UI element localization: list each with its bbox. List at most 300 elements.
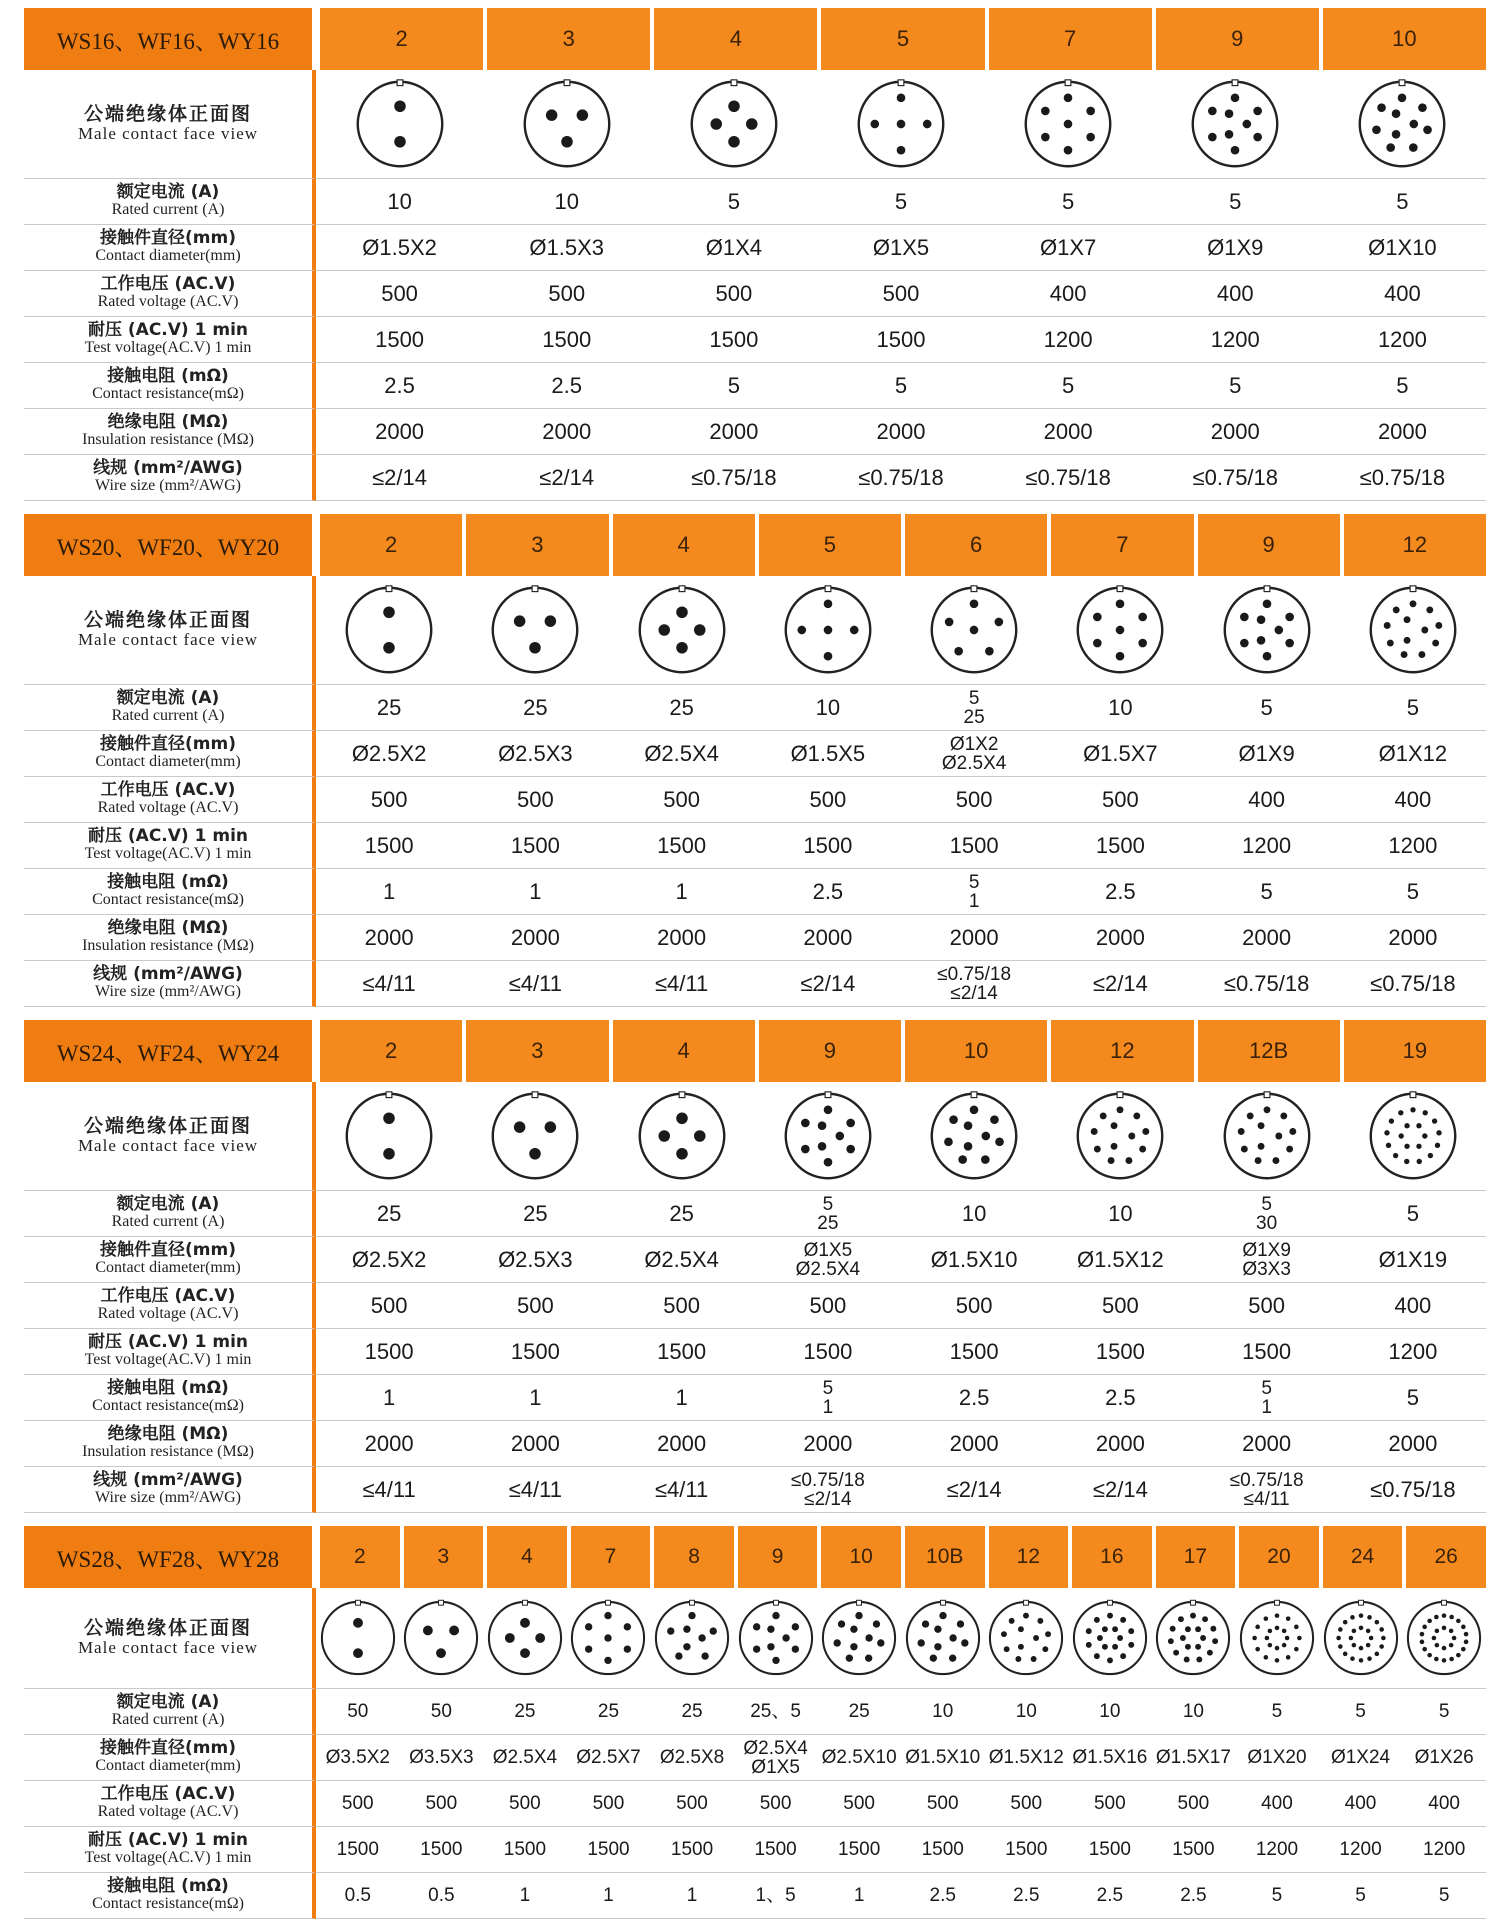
contact-pin xyxy=(1031,1656,1037,1662)
contact-pin xyxy=(1456,1619,1461,1624)
keyway-notch xyxy=(1065,80,1071,86)
contact-pin xyxy=(1254,133,1263,142)
spec-value: 2000 xyxy=(755,915,901,961)
keyway-notch xyxy=(386,586,392,592)
contact-pin xyxy=(1004,1646,1010,1652)
contact-pin xyxy=(1134,1112,1141,1119)
contact-pin xyxy=(546,109,558,121)
spec-row-test xyxy=(24,1827,1486,1873)
spec-value: ≤2/14 xyxy=(1047,961,1193,1007)
spec-value: 2.5 xyxy=(985,1873,1069,1919)
contact-pin xyxy=(1094,1653,1100,1659)
spec-value: 5 xyxy=(1319,1873,1403,1919)
spec-value: ≤0.75/18 xyxy=(1194,961,1340,1007)
spec-value: Ø2.5X3 xyxy=(462,731,608,777)
spec-value: 10 xyxy=(1047,685,1193,731)
spec-value: 5 xyxy=(1235,1689,1319,1735)
contact-pin xyxy=(753,1623,760,1630)
contact-pin xyxy=(1043,1646,1049,1652)
spec-row-diameter xyxy=(24,1237,1486,1283)
contact-face-svg xyxy=(853,76,949,172)
contact-pin xyxy=(728,136,740,148)
spec-value: 10 xyxy=(1152,1689,1236,1735)
spec-value: 2000 xyxy=(609,915,755,961)
spec-value: 5 xyxy=(650,363,817,409)
spec-value: 1、5 xyxy=(734,1873,818,1919)
spec-value: ≤0.75/18 ≤2/14 xyxy=(755,1467,901,1513)
contact-face-diagram xyxy=(1402,1588,1486,1689)
contact-pin xyxy=(1178,1616,1184,1622)
spec-value: 400 xyxy=(1152,271,1319,317)
contact-pin xyxy=(530,1148,542,1160)
insulator-outline xyxy=(405,1602,477,1674)
spec-row-test xyxy=(24,317,1486,363)
contact-pin xyxy=(353,1618,363,1628)
contact-pin xyxy=(1350,1615,1355,1620)
contact-pin xyxy=(1428,1619,1433,1624)
pin-count-header: 9 xyxy=(734,1526,818,1588)
contact-pin xyxy=(1018,1644,1024,1650)
contact-pin xyxy=(1379,1627,1384,1632)
insulator-outline xyxy=(1408,1602,1480,1674)
contact-pin xyxy=(1254,107,1263,116)
contact-pin xyxy=(605,1634,612,1641)
spec-value: 1500 xyxy=(316,1329,462,1375)
contact-pin xyxy=(383,1112,395,1124)
contact-pin xyxy=(1038,1618,1044,1624)
contact-face-svg xyxy=(341,582,437,678)
row-label-wire: 线规 (mm²/AWG) Wire size (mm²/AWG) xyxy=(24,1467,316,1513)
row-label-diameter: 接触件直径(mm) Contact diameter(mm) xyxy=(24,1735,316,1781)
contact-face-svg xyxy=(634,582,730,678)
spec-value: 1500 xyxy=(901,823,1047,869)
contact-face-svg xyxy=(926,1088,1022,1184)
contact-pin xyxy=(801,1119,810,1128)
contact-pin xyxy=(1435,1629,1440,1634)
contact-pin xyxy=(1389,1118,1394,1123)
spec-value: 500 xyxy=(755,777,901,823)
spec-value: 5 xyxy=(985,363,1152,409)
contact-pin xyxy=(1342,1652,1347,1657)
spec-value: 2.5 xyxy=(483,363,650,409)
spec-value: 2000 xyxy=(1194,1421,1340,1467)
pin-count-header: 26 xyxy=(1402,1526,1486,1588)
contact-pin xyxy=(1112,1644,1118,1650)
contact-pin xyxy=(1240,639,1249,648)
contact-pin xyxy=(1128,1628,1134,1634)
pin-count-header: 4 xyxy=(483,1526,567,1588)
contact-pin xyxy=(964,1121,973,1130)
spec-value: 1 xyxy=(650,1873,734,1919)
contact-pin xyxy=(1139,639,1148,648)
contact-pin xyxy=(1264,1655,1269,1660)
contact-pin xyxy=(1398,93,1407,102)
contact-pin xyxy=(1403,616,1410,623)
contact-face-svg xyxy=(484,1597,566,1679)
spec-value: ≤2/14 xyxy=(901,1467,1047,1513)
spec-value: 5 xyxy=(1340,1191,1486,1237)
spec-value: ≤4/11 xyxy=(316,1467,462,1513)
keyway-notch xyxy=(971,1092,977,1098)
contact-pin xyxy=(1442,1626,1447,1631)
section-ws28 xyxy=(24,1526,1486,1919)
contact-pin xyxy=(383,1148,395,1160)
contact-pin xyxy=(1423,1625,1428,1630)
spec-value: 1 xyxy=(609,869,755,915)
contact-pin xyxy=(1280,1112,1287,1119)
row-label-current: 额定电流 (A) Rated current (A) xyxy=(24,179,316,225)
contact-pin xyxy=(922,1620,929,1627)
spec-value: 10 xyxy=(901,1689,985,1735)
contact-pin xyxy=(1225,130,1234,139)
keyway-notch xyxy=(1191,1600,1196,1605)
spec-value: Ø1.5X7 xyxy=(1047,731,1193,777)
spec-value: 500 xyxy=(1152,1781,1236,1827)
contact-pin xyxy=(1093,639,1102,648)
spec-value: Ø1.5X10 xyxy=(901,1237,1047,1283)
keyway-notch xyxy=(1410,586,1416,592)
contact-pin xyxy=(956,1620,963,1627)
contact-pin xyxy=(1461,1625,1466,1630)
contact-pin xyxy=(694,1130,706,1142)
spec-value: 1500 xyxy=(755,1329,901,1375)
keyway-notch xyxy=(857,1600,862,1605)
spec-value: 2000 xyxy=(462,1421,608,1467)
keyway-notch xyxy=(1400,80,1406,86)
row-label-face: 公端绝缘体正面图 Male contact face view xyxy=(24,1588,316,1689)
contact-face-svg xyxy=(1403,1597,1485,1679)
spec-value: 2.5 xyxy=(1152,1873,1236,1919)
spec-row-current xyxy=(24,1191,1486,1237)
contact-pin xyxy=(1286,1146,1293,1153)
contact-face-diagram xyxy=(1068,1588,1152,1689)
contact-face-diagram xyxy=(567,1588,651,1689)
contact-face-svg xyxy=(1152,1597,1234,1679)
contact-pin xyxy=(1231,93,1240,102)
contact-pin xyxy=(605,1612,612,1619)
pin-count-header: 4 xyxy=(609,1020,755,1082)
pin-count-header: 12 xyxy=(1047,1020,1193,1082)
spec-row-current xyxy=(24,1689,1486,1735)
spec-value: 5 25 xyxy=(755,1191,901,1237)
pin-count-header: 17 xyxy=(1152,1526,1236,1588)
contact-pin xyxy=(520,1648,530,1658)
contact-pin xyxy=(1064,146,1073,155)
contact-pin xyxy=(1139,613,1148,622)
spec-value: 2000 xyxy=(316,409,483,455)
contact-pin xyxy=(949,1115,958,1124)
spec-value: 1 xyxy=(462,1375,608,1421)
spec-value: 5 25 xyxy=(901,685,1047,731)
contact-pin xyxy=(1196,1626,1202,1632)
contact-pin xyxy=(949,1654,956,1661)
contact-pin xyxy=(1265,1636,1270,1641)
contact-pin xyxy=(1365,1643,1370,1648)
contact-pin xyxy=(791,1645,798,1652)
spec-row-voltage xyxy=(24,777,1486,823)
insulator-outline xyxy=(347,588,431,672)
contact-pin xyxy=(1426,606,1433,613)
spec-value: 5 1 xyxy=(1194,1375,1340,1421)
contact-pin xyxy=(958,1155,967,1164)
spec-value: 2.5 xyxy=(1047,869,1193,915)
insulator-outline xyxy=(493,588,577,672)
contact-pin xyxy=(782,1634,789,1641)
keyway-notch xyxy=(1264,586,1270,592)
contact-pin xyxy=(1208,107,1217,116)
contact-pin xyxy=(1102,1644,1108,1650)
contact-pin xyxy=(818,1121,827,1130)
contact-face-diagram xyxy=(1047,1082,1193,1191)
contact-face-diagram xyxy=(650,70,817,179)
contact-pin xyxy=(1241,1146,1248,1153)
row-label-voltage: 工作电压 (AC.V) Rated voltage (AC.V) xyxy=(24,1283,316,1329)
contact-pin xyxy=(1373,126,1382,135)
spec-value: 500 xyxy=(483,271,650,317)
contact-pin xyxy=(675,1652,682,1659)
row-label-test: 耐压 (AC.V) 1 min Test voltage(AC.V) 1 min xyxy=(24,1329,316,1375)
contact-pin xyxy=(1442,1613,1447,1618)
keyway-notch xyxy=(1275,1600,1280,1605)
contact-face-diagram xyxy=(901,1588,985,1689)
contact-pin xyxy=(676,606,688,618)
contact-face-diagram xyxy=(985,70,1152,179)
contact-pin xyxy=(1240,613,1249,622)
contact-pin xyxy=(1410,1107,1415,1112)
contact-pin xyxy=(1449,1657,1454,1662)
contact-face-diagram xyxy=(1152,1588,1236,1689)
spec-row-insulation xyxy=(24,409,1486,455)
spec-value: 500 xyxy=(567,1781,651,1827)
contact-face-diagram xyxy=(316,576,462,685)
contact-pin xyxy=(710,1627,717,1634)
contact-pin xyxy=(981,1155,990,1164)
contact-face-diagram xyxy=(316,1588,400,1689)
contact-pin xyxy=(1435,622,1442,629)
spec-value: 2000 xyxy=(1194,915,1340,961)
contact-pin xyxy=(1041,107,1050,116)
contact-face-svg xyxy=(1072,1088,1168,1184)
spec-value: 1500 xyxy=(483,317,650,363)
contact-pin xyxy=(1449,1615,1454,1620)
contact-pin xyxy=(1256,636,1265,645)
contact-pin xyxy=(1254,1157,1261,1164)
spec-value: Ø2.5X7 xyxy=(567,1735,651,1781)
pin-count-header: 20 xyxy=(1235,1526,1319,1588)
contact-pin xyxy=(585,1623,592,1630)
contact-face-diagram xyxy=(755,1082,901,1191)
contact-pin xyxy=(1336,1636,1341,1641)
spec-value: 5 1 xyxy=(901,869,1047,915)
spec-value: 25 xyxy=(650,1689,734,1735)
spec-value: 2000 xyxy=(1047,915,1193,961)
pin-count-header: 9 xyxy=(1152,8,1319,70)
pin-count-header: 2 xyxy=(316,1526,400,1588)
insulator-outline xyxy=(322,1602,394,1674)
keyway-notch xyxy=(898,80,904,86)
spec-value: 500 xyxy=(985,1781,1069,1827)
contact-pin xyxy=(970,1105,979,1114)
contact-face-svg xyxy=(1365,1088,1461,1184)
spec-value: 5 xyxy=(1319,1689,1403,1735)
contact-pin xyxy=(1421,627,1428,634)
spec-value: 5 1 xyxy=(755,1375,901,1421)
spec-value: 2.5 xyxy=(901,1375,1047,1421)
spec-value: 5 xyxy=(1194,685,1340,731)
spec-value: Ø1X20 xyxy=(1235,1735,1319,1781)
spec-value: Ø1X9 xyxy=(1194,731,1340,777)
keyway-notch xyxy=(564,80,570,86)
section-ws24 xyxy=(24,1020,1486,1513)
contact-face-svg xyxy=(1219,582,1315,678)
spec-value: 1 xyxy=(609,1375,755,1421)
row-label-voltage: 工作电压 (AC.V) Rated voltage (AC.V) xyxy=(24,777,316,823)
contact-pin xyxy=(658,624,670,636)
spec-value: 500 xyxy=(609,1283,755,1329)
pin-count-header: 3 xyxy=(462,1020,608,1082)
contact-pin xyxy=(436,1648,446,1658)
insulator-outline xyxy=(692,82,776,166)
contact-pin xyxy=(767,1643,774,1650)
contact-pin xyxy=(1262,599,1271,608)
spec-row-resistance xyxy=(24,1375,1486,1421)
spec-value: 1500 xyxy=(650,317,817,363)
spec-value: 1200 xyxy=(1402,1827,1486,1873)
spec-value: 50 xyxy=(316,1689,400,1735)
keyway-notch xyxy=(1117,1092,1123,1098)
contact-face-diagram xyxy=(483,1588,567,1689)
spec-value: 1500 xyxy=(985,1827,1069,1873)
spec-value: 1200 xyxy=(1319,317,1486,363)
spec-value: ≤0.75/18 xyxy=(1340,1467,1486,1513)
contact-pin xyxy=(676,1112,688,1124)
spec-value: 0.5 xyxy=(316,1873,400,1919)
pin-count-header: 19 xyxy=(1340,1020,1486,1082)
insulator-outline xyxy=(1241,1602,1313,1674)
spec-value: Ø2.5X10 xyxy=(817,1735,901,1781)
contact-face-diagram xyxy=(901,1082,1047,1191)
contact-pin xyxy=(1464,1632,1469,1637)
keyway-notch xyxy=(606,1600,611,1605)
contact-pin xyxy=(710,118,722,130)
contact-pin xyxy=(1274,626,1283,635)
spec-value: Ø1.5X10 xyxy=(901,1735,985,1781)
contact-pin xyxy=(585,1645,592,1652)
contact-pin xyxy=(1116,599,1125,608)
contact-pin xyxy=(1358,1626,1363,1631)
contact-pin xyxy=(1393,606,1400,613)
spec-value: 10 xyxy=(985,1689,1069,1735)
contact-pin xyxy=(945,618,954,627)
contact-pin xyxy=(1294,1647,1299,1652)
contact-pin xyxy=(1117,1635,1123,1641)
contact-pin xyxy=(1208,133,1217,142)
keyway-notch xyxy=(1117,586,1123,592)
spec-value: 500 xyxy=(483,1781,567,1827)
contact-pin xyxy=(985,647,994,656)
pin-count-header: 9 xyxy=(1194,514,1340,576)
keyway-notch xyxy=(355,1600,360,1605)
contact-face-svg xyxy=(1072,582,1168,678)
spec-value: 1 xyxy=(316,1375,462,1421)
row-label-test: 耐压 (AC.V) 1 min Test voltage(AC.V) 1 min xyxy=(24,823,316,869)
spec-value: 2.5 xyxy=(1068,1873,1152,1919)
contact-pin xyxy=(1225,109,1234,118)
contact-pin xyxy=(1422,1110,1427,1115)
keyway-notch xyxy=(971,586,977,592)
contact-pin xyxy=(824,1105,833,1114)
spec-value: 5 xyxy=(817,179,984,225)
spec-value: 2000 xyxy=(650,409,817,455)
contact-pin xyxy=(1111,1143,1118,1150)
spec-value: 500 xyxy=(734,1781,818,1827)
spec-value: 1500 xyxy=(609,1329,755,1375)
spec-value: 25 xyxy=(567,1689,651,1735)
spec-value: 2000 xyxy=(483,409,650,455)
spec-value: 1500 xyxy=(400,1827,484,1873)
contact-pin xyxy=(1275,1133,1282,1140)
contact-pin xyxy=(746,118,758,130)
contact-pin xyxy=(1033,1635,1039,1641)
contact-pin xyxy=(772,1657,779,1664)
contact-face-svg xyxy=(487,582,583,678)
contact-face-svg xyxy=(1365,582,1461,678)
contact-pin xyxy=(982,1132,991,1141)
spec-value: 1 xyxy=(462,869,608,915)
contact-pin xyxy=(1428,1153,1433,1158)
spec-value: Ø1X12 xyxy=(1340,731,1486,777)
spec-value: Ø1X5 Ø2.5X4 xyxy=(755,1237,901,1283)
pin-count-header: 12 xyxy=(1340,514,1486,576)
pin-count-header: 4 xyxy=(609,514,755,576)
contact-pin xyxy=(1286,1655,1291,1660)
pin-count-header: 12B xyxy=(1194,1020,1340,1082)
contact-pin xyxy=(1009,1618,1015,1624)
contact-pin xyxy=(1275,1626,1280,1631)
insulator-outline xyxy=(357,82,441,166)
contact-pin xyxy=(1262,652,1271,661)
contact-pin xyxy=(1461,1647,1466,1652)
row-label-voltage: 工作电压 (AC.V) Rated voltage (AC.V) xyxy=(24,1781,316,1827)
row-label-resistance: 接触电阻 (mΩ) Contact resistance(mΩ) xyxy=(24,363,316,409)
contact-pin xyxy=(605,1657,612,1664)
contact-face-svg xyxy=(1320,1597,1402,1679)
row-label-current: 额定电流 (A) Rated current (A) xyxy=(24,1191,316,1237)
contact-pin xyxy=(1420,1640,1425,1645)
contact-pin xyxy=(1350,1656,1355,1661)
contact-pin xyxy=(676,642,688,654)
contact-pin xyxy=(1094,1617,1100,1623)
keyway-notch xyxy=(1107,1600,1112,1605)
spec-value: 1500 xyxy=(483,1827,567,1873)
spec-value: 5 xyxy=(650,179,817,225)
contact-pin xyxy=(1237,1128,1244,1135)
spec-value: 5 xyxy=(1319,179,1486,225)
spec-value: 10 xyxy=(1047,1191,1193,1237)
contact-pin xyxy=(970,599,979,608)
keyway-notch xyxy=(679,586,685,592)
contact-pin xyxy=(1268,1629,1273,1634)
contact-face-diagram xyxy=(755,576,901,685)
contact-face-svg xyxy=(651,1597,733,1679)
contact-pin xyxy=(1435,1643,1440,1648)
contact-pin xyxy=(835,1132,844,1141)
contact-pin xyxy=(1365,1629,1370,1634)
contact-pin xyxy=(658,1130,670,1142)
contact-pin xyxy=(1041,133,1050,142)
contact-pin xyxy=(897,93,906,102)
contact-pin xyxy=(1434,1657,1439,1662)
